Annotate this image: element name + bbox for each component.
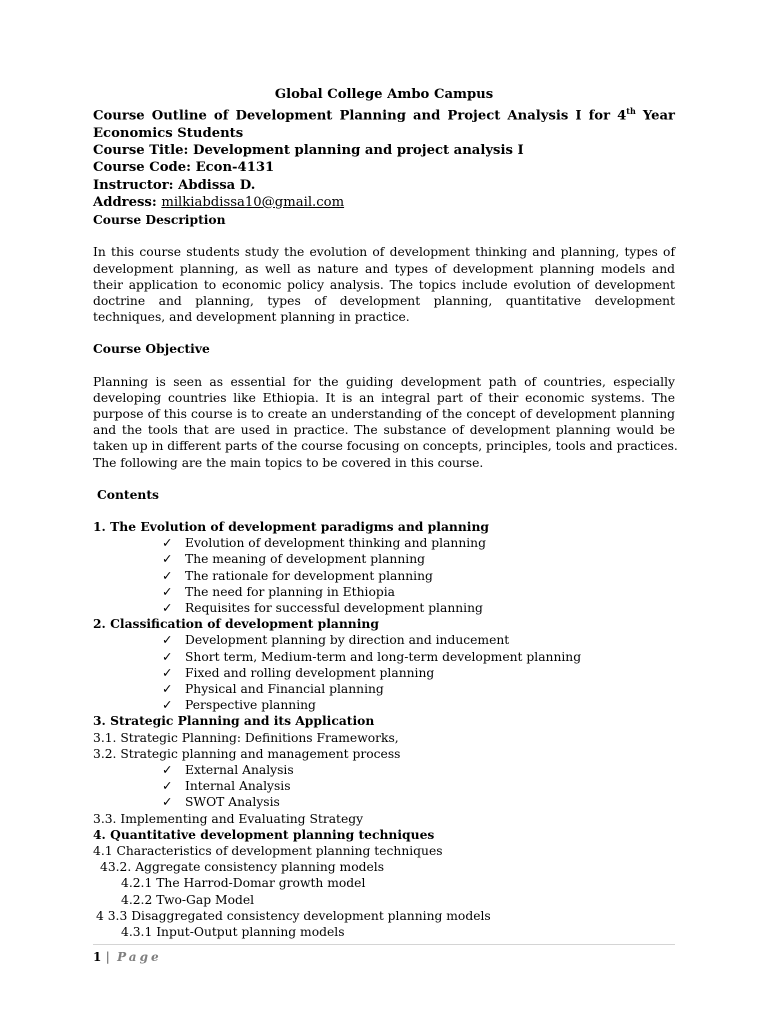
instructor: Instructor: Abdissa D.	[93, 177, 256, 193]
footer-divider	[93, 944, 675, 945]
list-item: ✓ Fixed and rolling development planning	[162, 665, 435, 680]
list-item: ✓ The meaning of development planning	[162, 552, 425, 567]
address-label: Address:	[93, 194, 157, 210]
list-item: ✓ Evolution of development thinking and planning	[162, 536, 486, 551]
course-title: Course Title: Development planning and project analysis I	[93, 142, 524, 158]
page-footer	[93, 950, 162, 964]
description-line: their application to economic policy analysis. The topics include evolution of development	[93, 277, 675, 292]
check-icon: ✓	[162, 552, 173, 567]
list-item: ✓ The rationale for development planning	[162, 568, 433, 583]
description-line: development planning, as well as nature and types of development planning models and	[93, 261, 675, 276]
objective-paragraph	[93, 374, 678, 471]
check-icon: ✓	[162, 698, 173, 713]
check-icon: ✓	[162, 779, 173, 794]
check-icon: ✓	[162, 682, 173, 697]
check-icon: ✓	[162, 536, 173, 551]
objective-line: and the tools that are used in practice. The substance of development planning would be	[93, 423, 675, 438]
course-outline-line1: Course Outline of Development Planning and Project Analysis I for 4th Year	[93, 106, 676, 124]
check-icon: ✓	[162, 584, 173, 599]
course-outline-line2: Economics Students	[93, 125, 244, 141]
description-line: In this course students study the evolution of development thinking and planning, types of	[93, 245, 675, 260]
description-paragraph	[93, 244, 675, 325]
check-icon: ✓	[162, 665, 173, 680]
check-icon: ✓	[162, 601, 173, 616]
page-label: Page	[117, 950, 162, 964]
list-item: ✓ Physical and Financial planning	[162, 682, 384, 697]
objective-line: Planning is seen as essential for the guiding development path of countries, especially	[93, 374, 675, 389]
description-line: techniques, and development planning in practice.	[93, 310, 410, 325]
list-item: ✓ External Analysis	[162, 763, 294, 778]
objective-line: taken up in different parts of the course focusing on concepts, principles, tools and practices.	[93, 439, 678, 454]
list-item: ✓ The need for planning in Ethiopia	[162, 584, 395, 599]
description-line: doctrine and planning, types of development planning, quantitative development	[93, 293, 675, 308]
contents-heading: Contents	[97, 486, 159, 502]
list-item: ✓ Short term, Medium-term and long-term development planning	[162, 649, 582, 664]
footer-separator: |	[105, 950, 113, 964]
address	[93, 194, 675, 211]
section-1-title: 1. The Evolution of development paradigms and planning	[93, 519, 490, 535]
email-link[interactable]: milkiabdissa10@gmail.com	[161, 194, 345, 210]
subsection-4-2-2: 4.2.2 Two-Gap Model	[121, 892, 255, 907]
subsection-4-3: 4 3.3 Disaggregated consistency development planning models	[96, 908, 491, 923]
course-code: Course Code: Econ-4131	[93, 160, 275, 176]
subsection-4-2: 43.2. Aggregate consistency planning models	[100, 860, 385, 875]
list-item: ✓ Perspective planning	[162, 698, 316, 713]
description-heading: Course Description	[93, 212, 226, 228]
subsection-3-1: 3.1. Strategic Planning: Definitions Frameworks,	[93, 730, 399, 745]
subsection-4-3-1: 4.3.1 Input-Output planning models	[121, 925, 345, 940]
check-icon: ✓	[162, 568, 173, 583]
check-icon: ✓	[162, 649, 173, 664]
section-4-title: 4. Quantitative development planning techniques	[93, 826, 435, 842]
subsection-3-3: 3.3. Implementing and Evaluating Strategy	[93, 811, 364, 826]
page-number: 1	[93, 950, 102, 964]
check-icon: ✓	[162, 633, 173, 648]
list-item: ✓ SWOT Analysis	[162, 795, 280, 810]
objective-heading: Course Objective	[93, 341, 210, 357]
list-item: ✓ Requisites for successful development planning	[162, 601, 483, 616]
subsection-4-2-1: 4.2.1 The Harrod-Domar growth model	[121, 876, 366, 891]
check-icon: ✓	[162, 763, 173, 778]
objective-line: The following are the main topics to be covered in this course.	[93, 455, 484, 470]
document-page	[93, 86, 678, 940]
subsection-3-2: 3.2. Strategic planning and management process	[93, 746, 401, 761]
section-2-title: 2. Classification of development planning	[93, 616, 379, 632]
objective-line: developing countries like Ethiopia. It is an integral part of their economic systems. The	[93, 390, 675, 405]
section-3-title: 3. Strategic Planning and its Application	[93, 713, 375, 729]
college-name: Global College Ambo Campus	[274, 87, 494, 102]
list-item: ✓ Development planning by direction and inducement	[162, 633, 510, 648]
objective-line: purpose of this course is to create an understanding of the concept of development planning	[93, 407, 675, 421]
list-item: ✓ Internal Analysis	[162, 779, 291, 794]
check-icon: ✓	[162, 795, 173, 810]
subsection-4-1: 4.1 Characteristics of development planning techniques	[93, 844, 443, 859]
